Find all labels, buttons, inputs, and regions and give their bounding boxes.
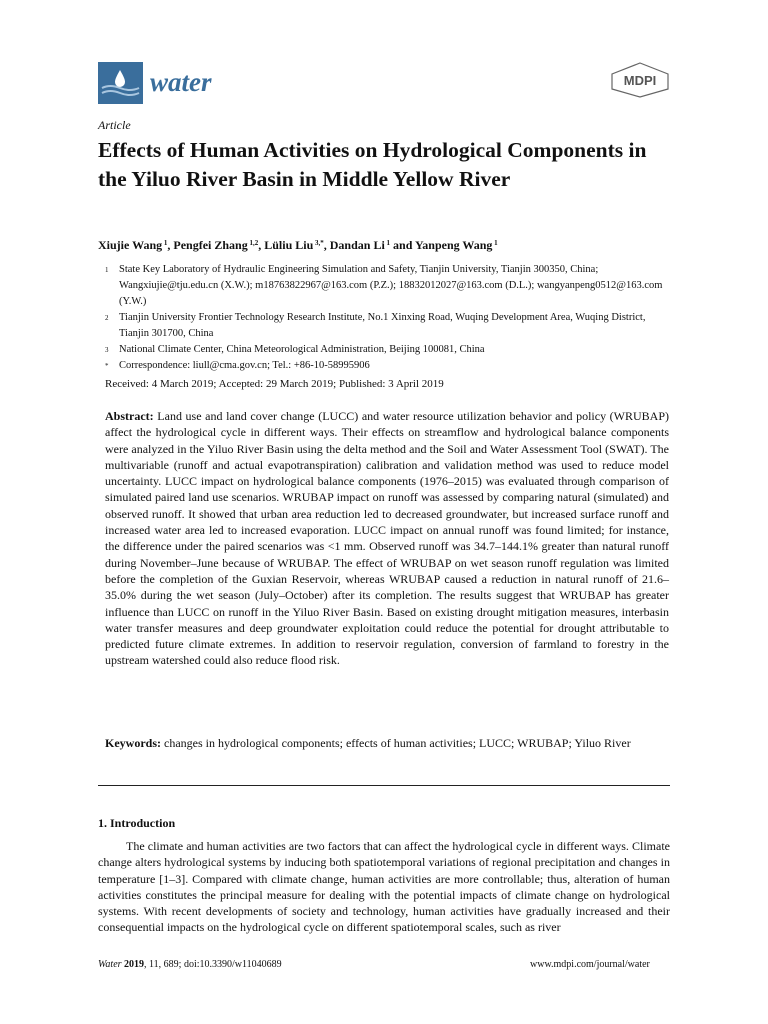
author-affiliation-mark: 1: [162, 239, 168, 247]
keywords-label: Keywords:: [105, 736, 161, 750]
paper-title: Effects of Human Activities on Hydrological Components in the Yiluo River Basin in Middle Yellow River: [98, 138, 647, 191]
keywords: [105, 735, 669, 751]
article-type: Article: [98, 118, 131, 132]
affiliation-text: State Key Laboratory of Hydraulic Engineering Simulation and Safety, Tianjin University, Tianjin 300350, China; Wangxiujie@tju.edu.cn (X.W.); m18763822967@163.com (P.Z.); 18832012027@163.com (D.L.); wangyanpeng0512@163.com (Y.W.): [119, 264, 663, 307]
journal-name: water: [150, 67, 212, 97]
author-name: Pengfei Zhang: [173, 238, 248, 252]
affiliation-mark: 1: [105, 266, 109, 274]
affiliation-text: National Climate Center, China Meteorological Administration, Beijing 100081, China: [119, 344, 485, 355]
author-name: Xiujie Wang: [98, 238, 163, 252]
publication-dates: Received: 4 March 2019; Accepted: 29 March 2019; Published: 3 April 2019: [105, 378, 444, 390]
author-list: [98, 238, 498, 253]
affiliation-mark: 2: [105, 314, 109, 322]
author-name: Lüliu Liu: [264, 238, 314, 252]
abstract: [105, 408, 669, 669]
footer-year: 2019: [124, 959, 145, 970]
section-divider: [98, 785, 670, 786]
affiliations: [105, 262, 675, 374]
author-affiliation-mark: 1: [384, 239, 391, 247]
author-separator: ,: [167, 238, 174, 252]
author-affiliation-mark: 1: [492, 239, 498, 247]
keywords-text: changes in hydrological components; effects of human activities; LUCC; WRUBAP; Yiluo River: [164, 736, 631, 750]
section-heading: 1. Introduction: [98, 816, 176, 830]
water-logo-icon: [98, 62, 143, 104]
affiliation-item: [105, 342, 675, 358]
author-separator: ,: [323, 238, 330, 252]
affiliation-mark: 3: [105, 346, 109, 354]
mdpi-logo-icon: [610, 62, 670, 98]
abstract-label: Abstract:: [105, 409, 154, 423]
affiliation-text: Tianjin University Frontier Technology Research Institute, No.1 Xinxing Road, Wuqing Development Area, Wuqing District, Tianjin 301700, China: [119, 312, 646, 339]
author-name: Dandan Li: [329, 238, 385, 252]
author-separator: ,: [258, 238, 265, 252]
footer-url[interactable]: www.mdpi.com/journal/water: [530, 959, 650, 970]
affiliation-item: [105, 262, 675, 310]
affiliation-item: [105, 310, 675, 342]
author-name: Yanpeng Wang: [414, 238, 493, 252]
footer-doi: , 11, 689; doi:10.3390/w11040689: [144, 959, 282, 970]
author-affiliation-mark: 3,*: [313, 239, 324, 247]
introduction-text: The climate and human activities are two factors that can affect the hydrological cycle in different ways. Climate change alters hydrological systems by inducing both spatiotemporal variations of regional precipitation and changes in temperature [1–3]. Compared with climate change, human activities are more controllable; thus, alteration of human activities constitutes the principal measure for dealing with the potential impacts of climate change on hydrological systems. With recent developments of society and technology, human activities have gradually increased and their consequential impacts on the hydrological cycle on different spatiotemporal scales, such as river: [98, 839, 670, 935]
affiliation-mark: *: [105, 362, 109, 370]
footer-citation: [98, 959, 282, 970]
affiliation-item: [105, 358, 675, 374]
affiliation-text: Correspondence: liull@cma.gov.cn; Tel.: +86-10-58995906: [119, 360, 370, 371]
publisher-name: MDPI: [623, 73, 657, 88]
abstract-text: Land use and land cover change (LUCC) and water resource utilization behavior and policy (WRUBAP) affect the hydrological cycle in different ways. Their effects on streamflow and hydrological balance components were analyzed in the Yiluo River Basin using the delta method and the Soil and Water Assessment Tool (SWAT). The multivariable (runoff and actual evapotranspiration) calibration and validation method was used to reduce model uncertainty. LUCC impact on hydrological balance components (1976–2015) was evaluated through comparison of simulated paired land use scenarios. WRUBAP impact on runoff was assessed by comparing natural (simulated) and observed runoff. It showed that urban area reduction led to decreased groundwater, but increased surface runoff and increased water area led to increased evaporation. LUCC impact on annual runoff was found limited; for instance, the difference under the paired scenarios was <1 mm. Observed runoff was 34.7–144.1% greater than natural runoff during November–June because of WRUBAP. The effect of WRUBAP on wet season runoff regulation was limited before the completion of the Guxian Reservoir, whereas WRUBAP caused a reduction in natural runoff of 21.6–35.0% during the wet season (July–October) after its completion. The results suggest that WRUBAP has greater influence than LUCC on runoff in the Yiluo River Basin. Based on existing drought mitigation measures, interbasin water transfer measures and deep groundwater exploitation could reduce the potential for drought attributable to predicted future climate extremes. In addition to reservoir regulation, conversion of farmland to forestry in the upstream watershed could also reduce flood risk.: [105, 409, 670, 668]
author-affiliation-mark: 1,2: [247, 239, 259, 247]
author-separator: and: [390, 238, 415, 252]
footer-journal: Water: [98, 959, 122, 970]
